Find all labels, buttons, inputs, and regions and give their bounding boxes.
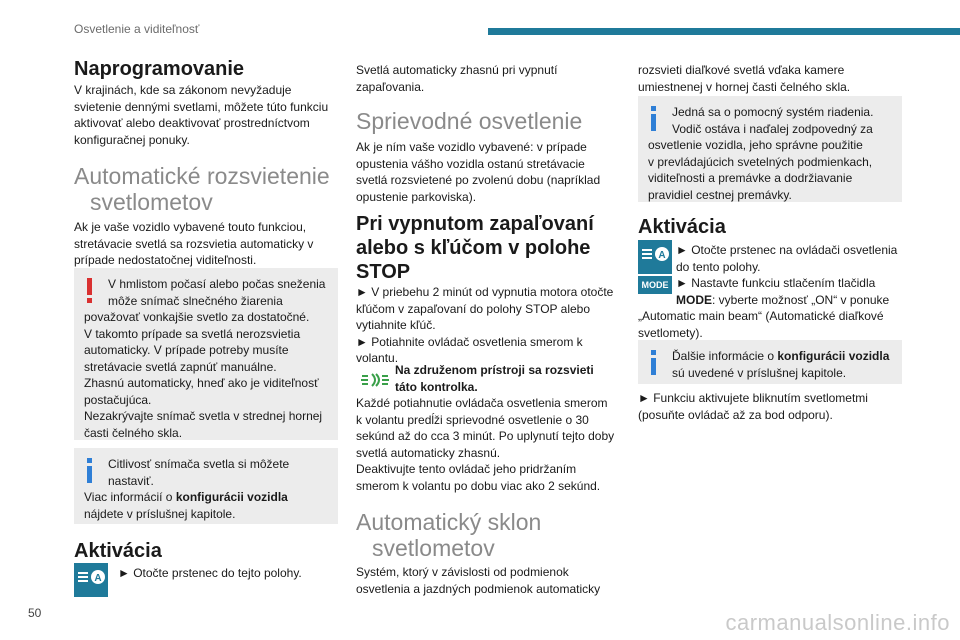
watermark: carmanualsonline.info <box>725 610 950 635</box>
step-activation-1: ► Otočte prstenec na ovládači osvetlenia do tento polohy. ► Nastavte funkciu stlačením tlačidla MODE: vyberte možnosť „ON“ v ponuke <box>676 243 898 307</box>
mode-button-icon: MODE <box>638 276 672 294</box>
running-header: Osvetlenie a viditeľnosť <box>74 22 200 36</box>
info-icon <box>86 458 93 484</box>
heading-automaticke-rozsvietenie: Automatické rozsvietenie svetlometov <box>74 163 330 215</box>
header-accent-bar <box>488 28 960 35</box>
step-flash-activation: ► Funkciu aktivujete bliknutím svetlometmi (posuňte ovládač až za bod odporu). <box>638 391 868 422</box>
follow-me-home-indicator-icon <box>358 368 392 392</box>
info-box-sensitivity: Citlivosť snímača svetla si môžete nastaviť. Viac informácií o konfigurácii vozidla nájdete v príslušnej kapitole. <box>74 448 338 524</box>
paragraph-sprievodne: Ak je ním vaše vozidlo vybavené: v prípade opustenia vášho vozidla ostanú stretávacie svetlá rozsvietené po zvolenú dobu (napríklad opustenie parkoviska). <box>356 140 601 204</box>
warning-icon <box>86 278 93 304</box>
page-number: 50 <box>28 606 42 620</box>
info-box-pomocny-system: Jedná sa o pomocný systém riadenia. Vodič ostáva i naďalej zodpovedný za osvetlenie vozidla, jeho správne použitie v prevládajúcich svetelných podmienkach, viditeľnosti a premávke a dodržiavanie pravidiel cestnej premávky. <box>638 96 902 202</box>
heading-naprogramovanie: Naprogramovanie <box>74 58 245 80</box>
warning-box: V hmlistom počasí alebo počas sneženia môže snímač slnečného žiarenia považovať vonkajšie svetlo za dostatočné. V takomto prípade sa svetlá nerozsvietia automaticky. V prípade potreby musíte stretávacie svetlá zapnúť manuálne. Zhasnú automaticky, hneď ako je viditeľnosť postačujúca. Nezakrývajte snímač svetla v strednej hornej časti čelného skla. <box>74 268 338 440</box>
heading-aktivacia-1: Aktivácia <box>74 540 162 562</box>
paragraph-naprogramovanie: V krajinách, kde sa zákonom nevyžaduje svietenie dennými svetlami, môžete túto funkciu aktivovať alebo deaktivovať prostredníctvom konfiguračnej ponuky. <box>74 83 329 147</box>
step-activation-cont: „Automatic main beam“ (Automatické diaľkové svetlomety). <box>638 309 884 340</box>
paragraph-zhasnu: Svetlá automaticky zhasnú pri vypnutí zapaľovania. <box>356 63 558 94</box>
info-icon <box>650 350 657 376</box>
auto-lighting-ring-icon <box>74 563 108 597</box>
paragraph-potiahnutie: Každé potiahnutie ovládača osvetlenia smerom k volantu predĺži sprievodné osvetlenie o 30 sekúnd až do cca 3 minút. Po uplynutí tejto doby svetlá automaticky zhasnú. Deaktivujte tento ovládač jeho pridržaním smerom k volantu po dobu viac ako 2 sekúnd. <box>356 396 615 493</box>
heading-pri-vypnutom: Pri vypnutom zapaľovaní alebo s kľúčom v polohe STOP <box>356 213 594 283</box>
step-otocte-prstenec: ► Otočte prstenec do tejto polohy. <box>118 566 302 580</box>
paragraph-auto: Ak je vaše vozidlo vybavené touto funkciou, stretávacie svetlá sa rozsvietia automaticky v prípade nedostatočnej viditeľnosti. <box>74 220 314 267</box>
paragraph-pri-vypnutom: ► V priebehu 2 minút od vypnutia motora otočte kľúčom v zapaľovaní do polohy STOP alebo vytiahnite kľúč. ► Potiahnite ovládač osvetlenia smerom k volantu. <box>356 285 614 365</box>
info-box-konfiguracia: Ďalšie informácie o konfigurácii vozidla sú uvedené v príslušnej kapitole. <box>638 340 902 384</box>
indicator-note: Na združenom prístroji sa rozsvieti táto kontrolka. <box>395 363 594 394</box>
heading-automaticky-sklon: Automatický sklon svetlometov <box>356 509 542 561</box>
svg-text:A: A <box>94 573 102 584</box>
svg-text:A: A <box>658 250 666 261</box>
paragraph-kamera: rozsvieti diaľkové svetlá vďaka kamere umiestnenej v hornej časti čelného skla. <box>638 63 851 94</box>
info-icon <box>650 106 657 132</box>
heading-sprievodne-osvetlenie: Sprievodné osvetlenie <box>356 108 583 134</box>
auto-main-beam-ring-icon <box>638 240 672 274</box>
heading-aktivacia-2: Aktivácia <box>638 216 726 238</box>
paragraph-sklon: Systém, ktorý v závislosti od podmienok osvetlenia a jazdných podmienok automaticky <box>356 565 601 596</box>
